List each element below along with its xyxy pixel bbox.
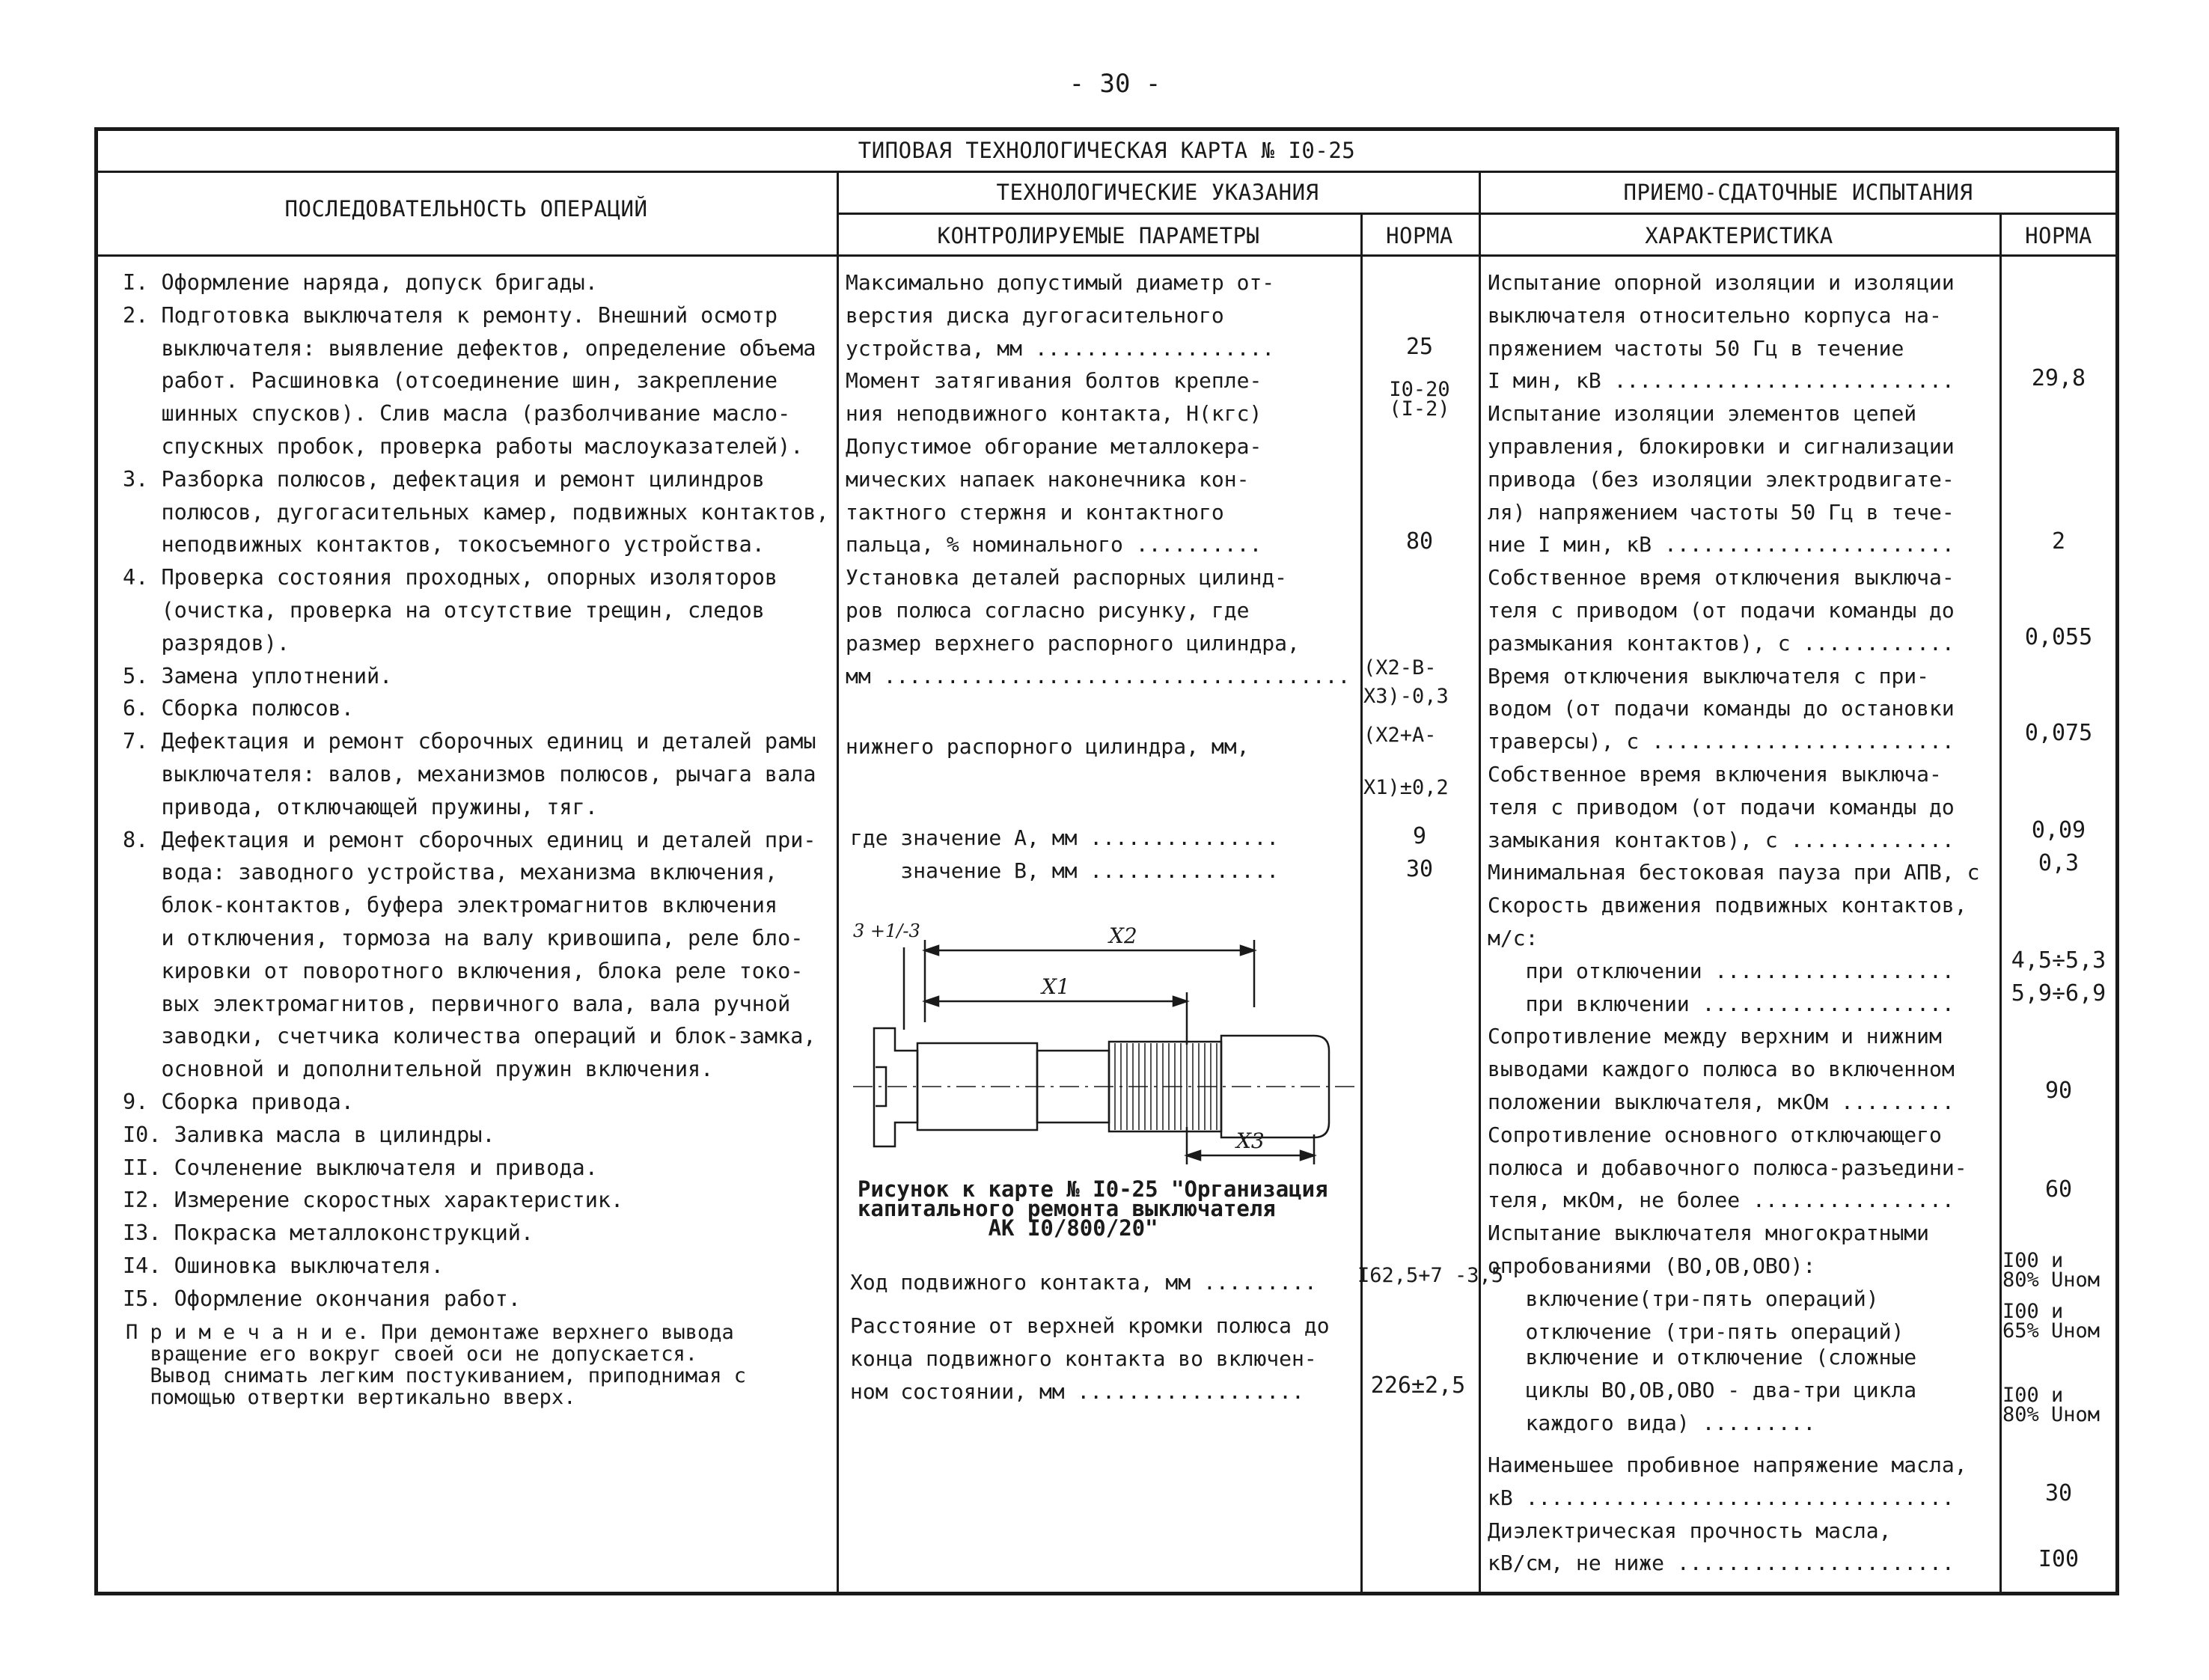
norm-apv-pause: 0,3 — [2038, 850, 2080, 876]
dim-x3-label: X3 — [1236, 1128, 1265, 1153]
subheader-divider — [837, 213, 2118, 215]
norm-contact-stroke: I62,5+7 -3,5 — [1357, 1264, 1504, 1287]
header-norm-2: НОРМА — [2025, 223, 2092, 248]
characteristics-list-2: включение и отключение (сложные циклы ВО,ОВ,ОВО - два-три цикла каждого вида) ......... — [1525, 1345, 1917, 1435]
characteristics-list-3: Наименьшее пробивное напряжение масла, кВ .................................. Диэлектрическая прочность масла, кВ/см, не ниже ...................... — [1488, 1453, 1967, 1576]
header-acceptance-tests: ПРИЕМО-СДАТОЧНЫЕ ИСПЫТАНИЯ — [1623, 180, 1973, 205]
col-divider-ops — [837, 171, 839, 1594]
spacer-cylinder-drawing — [853, 917, 1362, 1169]
characteristics-list: Испытание опорной изоляции и изоляции выключателя относительно корпуса на- пряжением частоты 50 Гц в течение I мин, кВ ........................... Испытание изоляции элементов цепей управления, блокировки и сигнализации привода (без изоляции электродвигате- ля) напряжением частоты 50 Гц в тече- ние I мин, кВ ....................... Собственное время отключения выключа- теля с приводом (от подачи команды до размыкания контактов), с ............ Время отключения выключателя с при- водом (от подачи команды до остановки траверсы), с ........................ Собственное время включения выключа- теля с приводом (от подачи команды до замыкания контактов), с ............. Минимальная бестоковая пауза при АПВ, с Скорость движения подвижных контактов, м/с: при отключении ................... при включении .................... Сопротивление между верхним и нижним выводами каждого полюса во включенном положении выключателя, мкОм ......... Сопротивление основного отключающего полюса и добавочного полюса-разъедини- теля, мкОм, не более ................ Испытание выключателя многократными опробованиями (ВО,ОВ,ОВО): включение(три-пять операций) отключение (три-пять операций) — [1488, 270, 1980, 1344]
operations-list: I. Оформление наряда, допуск бригады. 2. Подготовка выключателя к ремонту. Внешний осмотр выключателя: выявление дефектов, определение объема работ. Расшиновка (отсоединение шин, закрепление шинных спусков). Слив масла (разболчивание масло- спускных пробок, проверка работы маслоуказателей). 3. Разборка полюсов, дефектация и ремонт цилиндров полюсов, дугогасительных камер, подвижных контактов, неподвижных контактов, токосъемного устройства. 4. Проверка состояния проходных, опорных изоляторов (очистка, проверка на отсутствие трещин, следов разрядов). 5. Замена уплотнений. 6. Сборка полюсов. 7. Дефектация и ремонт сборочных единиц и деталей рамы выключателя: валов, механизмов полюсов, рычага вала привода, отключающей пружины, тяг. 8. Дефектация и ремонт сборочных единиц и деталей при- вода: заводного устройства, механизма включения, блок-контактов, буфера электромагнитов включения и отключения, тормоза на валу кривошипа, реле бло- кировки от поворотного включения, блока реле токо- вых электромагнитов, первичного вала, вала ручной заводки, счетчика количества операций и блок-замка, основной и дополнительной пружин включения. 9. Сборка привода. I0. Заливка масла в цилиндры. II. Сочленение выключателя и привода. I2. Измерение скоростных характеристик. I3. Покраска металлоконструкций. I4. Ошиновка выключателя. I5. Оформление окончания работ. — [123, 270, 829, 1311]
norm-speed-off: 4,5÷5,3 — [2011, 947, 2106, 974]
norm-upper-cyl-a: (X2-B- — [1363, 656, 1437, 679]
norm-lower-cyl-a: (X2+A- — [1363, 724, 1437, 747]
norm-complex-cycles-b: 80% Uном — [2002, 1403, 2100, 1426]
card-title: ТИПОВАЯ ТЕХНОЛОГИЧЕСКАЯ КАРТА № I0-25 — [858, 138, 1356, 163]
figure-caption: Рисунок к карте № I0-25 "Организация капитального ремонта выключателя АК I0/800/20" — [858, 1176, 1328, 1241]
norm-multi-off-b: 65% Uном — [2002, 1319, 2100, 1343]
note: П р и м е ч а н и е. При демонтаже верхнего вывода вращение его вокруг своей оси не допускается. Вывод снимать легким постукиванием, приподнимая с помощью отвертки вертикально вверх. — [126, 1321, 747, 1409]
norm-torque-kgf: (I-2) — [1389, 397, 1450, 421]
header-controlled-params: КОНТРОЛИРУЕМЫЕ ПАРАМЕТРЫ — [937, 223, 1260, 248]
norm-value-a: 9 — [1412, 823, 1427, 849]
params-block-5: Расстояние от верхней кромки полюса до конца подвижного контакта во включен- ном состоянии, мм .................. — [850, 1313, 1330, 1404]
header-operations: ПОСЛЕДОВАТЕЛЬНОСТЬ ОПЕРАЦИЙ — [284, 196, 648, 222]
norm-own-off-time: 0,055 — [2024, 624, 2093, 650]
params-block-2: нижнего распорного цилиндра, мм, — [846, 734, 1250, 759]
norm-insulation-test: 29,8 — [2031, 365, 2086, 391]
norm-value-b: 30 — [1405, 856, 1434, 882]
dim-tolerance-label: 3 +1/-3 — [853, 920, 920, 941]
title-divider — [96, 171, 2118, 173]
norm-complex-cycles-a: I00 и — [2002, 1384, 2064, 1407]
page-number: - 30 - — [1069, 69, 1161, 99]
norm-control-insulation: 2 — [2051, 528, 2066, 555]
norm-upper-cyl-b: X3)-0,3 — [1363, 685, 1449, 708]
dim-x2-label: X2 — [1109, 923, 1137, 948]
norm-oil-dielectric: I00 — [2038, 1546, 2080, 1572]
dim-x1-label: X1 — [1042, 974, 1070, 999]
norm-contact-distance: 226±2,5 — [1370, 1372, 1466, 1399]
norm-multi-off-a: I00 и — [2002, 1300, 2064, 1323]
header-tech-instructions: ТЕХНОЛОГИЧЕСКИЕ УКАЗАНИЯ — [996, 180, 1319, 205]
norm-own-on-time: 0,09 — [2031, 817, 2086, 843]
header-norm: НОРМА — [1386, 223, 1453, 248]
header-bottom-divider — [96, 254, 2118, 257]
col-divider-char-norm — [1999, 213, 2002, 1594]
norm-lower-cyl-b: X1)±0,2 — [1363, 776, 1449, 799]
params-block-1: Максимально допустимый диаметр от- верстия диска дугогасительного устройства, мм ................... Момент затягивания болтов крепле- ния неподвижного контакта, Н(кгс) Допустимое обгорание металлокера- мических напаек наконечника кон- тактного стержня и контактного пальца, % номинального .......... Установка деталей распорных цилинд- ров полюса согласно рисунку, где размер верхнего распорного цилиндра, мм ..................................... — [846, 270, 1351, 688]
norm-torque-nm: I0-20 — [1389, 378, 1450, 401]
norm-multi-on-a: I00 и — [2002, 1249, 2064, 1272]
params-block-3: где значение А, мм ............... значение В, мм ............... — [850, 825, 1280, 883]
norm-burn: 80 — [1405, 528, 1434, 555]
norm-resistance-aux: 60 — [2044, 1176, 2073, 1203]
norm-resistance-main: 90 — [2044, 1078, 2073, 1104]
header-characteristic: ХАРАКТЕРИСТИКА — [1645, 223, 1833, 248]
norm-multi-on-b: 80% Uном — [2002, 1268, 2100, 1292]
norm-disc-diameter: 25 — [1405, 334, 1434, 360]
params-block-4: Ход подвижного контакта, мм ......... — [850, 1270, 1317, 1295]
norm-oil-breakdown: 30 — [2044, 1480, 2073, 1506]
norm-speed-on: 5,9÷6,9 — [2011, 980, 2106, 1007]
norm-off-time: 0,075 — [2024, 720, 2093, 746]
